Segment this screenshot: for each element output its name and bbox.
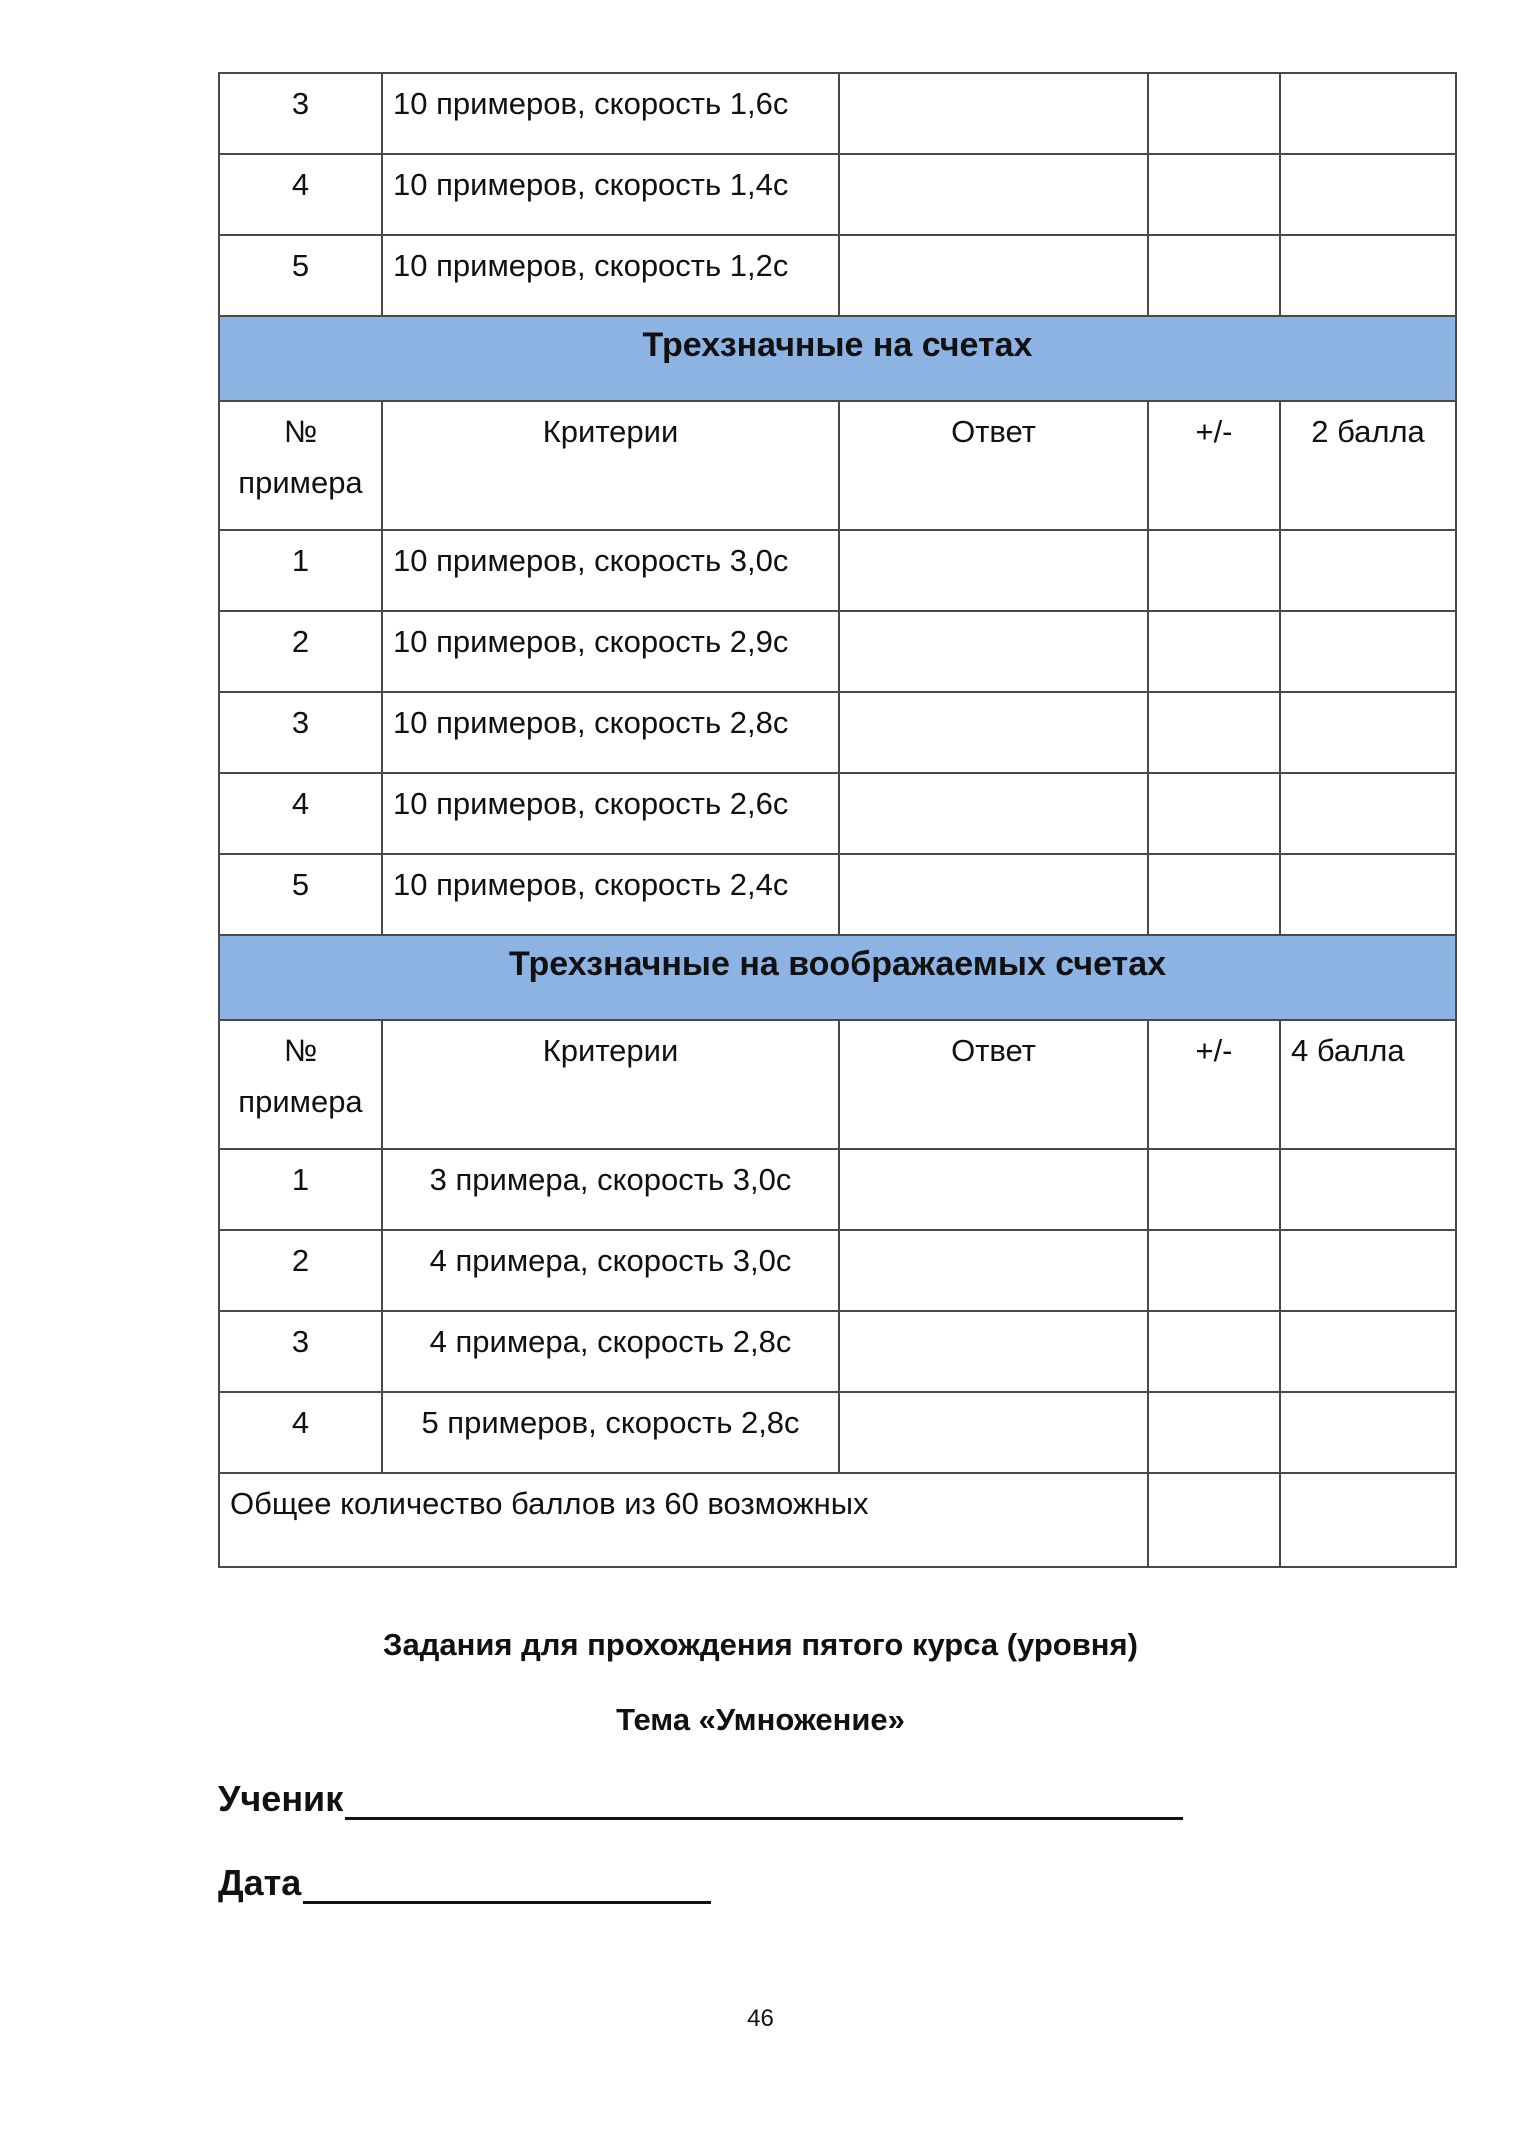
criteria-cell: 4 примера, скорость 3,0с bbox=[382, 1230, 839, 1311]
table-row bbox=[219, 235, 1456, 316]
header-number: № примера bbox=[219, 401, 382, 530]
criteria-cell: 10 примеров, скорость 2,4с bbox=[382, 854, 839, 935]
plusminus-cell bbox=[1148, 1230, 1280, 1311]
header-answer: Ответ bbox=[839, 401, 1148, 530]
date-label: Дата bbox=[218, 1862, 302, 1903]
example-number: 3 bbox=[219, 1311, 382, 1392]
plusminus-cell bbox=[1148, 1149, 1280, 1230]
header-points: 4 балла bbox=[1280, 1020, 1456, 1149]
example-number: 5 bbox=[219, 235, 382, 316]
plusminus-cell bbox=[1148, 530, 1280, 611]
example-number: 1 bbox=[219, 530, 382, 611]
section-title-row bbox=[219, 316, 1456, 401]
answer-cell bbox=[839, 1230, 1148, 1311]
answer-cell bbox=[839, 1149, 1148, 1230]
header-answer: Ответ bbox=[839, 1020, 1148, 1149]
student-label: Ученик bbox=[218, 1778, 344, 1819]
section-title-row bbox=[219, 935, 1456, 1020]
plusminus-cell bbox=[1148, 154, 1280, 235]
table-row bbox=[219, 692, 1456, 773]
total-row bbox=[219, 1473, 1456, 1567]
points-cell bbox=[1280, 1230, 1456, 1311]
table-row bbox=[219, 154, 1456, 235]
topic-heading: Тема «Умножение» bbox=[616, 1702, 905, 1737]
plusminus-cell bbox=[1148, 73, 1280, 154]
table-header-row bbox=[219, 1020, 1456, 1149]
total-label: Общее количество баллов из 60 возможных bbox=[219, 1473, 1148, 1567]
answer-cell bbox=[839, 530, 1148, 611]
student-field bbox=[218, 1778, 1183, 1820]
answer-cell bbox=[839, 73, 1148, 154]
table-header-row bbox=[219, 401, 1456, 530]
total-plusminus-cell bbox=[1148, 1473, 1280, 1567]
answer-cell bbox=[839, 235, 1148, 316]
answer-cell bbox=[839, 773, 1148, 854]
criteria-cell: 10 примеров, скорость 1,6с bbox=[382, 73, 839, 154]
points-cell bbox=[1280, 692, 1456, 773]
table-row bbox=[219, 73, 1456, 154]
student-blank-line bbox=[345, 1783, 1183, 1820]
section-title: Трехзначные на воображаемых счетах bbox=[219, 935, 1456, 1020]
table-row bbox=[219, 1230, 1456, 1311]
points-cell bbox=[1280, 611, 1456, 692]
tasks-heading: Задания для прохождения пятого курса (уровня) bbox=[383, 1627, 1138, 1662]
total-points-cell bbox=[1280, 1473, 1456, 1567]
answer-cell bbox=[839, 1392, 1148, 1473]
criteria-cell: 10 примеров, скорость 1,2с bbox=[382, 235, 839, 316]
criteria-cell: 10 примеров, скорость 2,6с bbox=[382, 773, 839, 854]
example-number: 2 bbox=[219, 1230, 382, 1311]
answer-cell bbox=[839, 692, 1148, 773]
answer-cell bbox=[839, 154, 1148, 235]
table-row bbox=[219, 1149, 1456, 1230]
date-field bbox=[218, 1862, 711, 1904]
header-criteria: Критерии bbox=[382, 401, 839, 530]
table-row bbox=[219, 1392, 1456, 1473]
table-row bbox=[219, 1311, 1456, 1392]
plusminus-cell bbox=[1148, 692, 1280, 773]
plusminus-cell bbox=[1148, 611, 1280, 692]
date-blank-line bbox=[303, 1867, 711, 1904]
points-cell bbox=[1280, 73, 1456, 154]
points-cell bbox=[1280, 1311, 1456, 1392]
criteria-cell: 10 примеров, скорость 1,4с bbox=[382, 154, 839, 235]
example-number: 4 bbox=[219, 1392, 382, 1473]
example-number: 4 bbox=[219, 773, 382, 854]
example-number: 2 bbox=[219, 611, 382, 692]
plusminus-cell bbox=[1148, 773, 1280, 854]
plusminus-cell bbox=[1148, 854, 1280, 935]
header-plusminus: +/- bbox=[1148, 1020, 1280, 1149]
example-number: 3 bbox=[219, 692, 382, 773]
table-row bbox=[219, 611, 1456, 692]
answer-cell bbox=[839, 854, 1148, 935]
points-cell bbox=[1280, 530, 1456, 611]
criteria-cell: 10 примеров, скорость 2,8с bbox=[382, 692, 839, 773]
header-number: № примера bbox=[219, 1020, 382, 1149]
plusminus-cell bbox=[1148, 235, 1280, 316]
answer-cell bbox=[839, 611, 1148, 692]
example-number: 3 bbox=[219, 73, 382, 154]
criteria-cell: 3 примера, скорость 3,0с bbox=[382, 1149, 839, 1230]
points-cell bbox=[1280, 1149, 1456, 1230]
page-number: 46 bbox=[747, 2005, 774, 2032]
table-row bbox=[219, 854, 1456, 935]
criteria-cell: 10 примеров, скорость 3,0с bbox=[382, 530, 839, 611]
points-cell bbox=[1280, 1392, 1456, 1473]
answer-cell bbox=[839, 1311, 1148, 1392]
score-table bbox=[218, 72, 1457, 1568]
example-number: 1 bbox=[219, 1149, 382, 1230]
section-title: Трехзначные на счетах bbox=[219, 316, 1456, 401]
criteria-cell: 10 примеров, скорость 2,9с bbox=[382, 611, 839, 692]
plusminus-cell bbox=[1148, 1392, 1280, 1473]
header-points: 2 балла bbox=[1280, 401, 1456, 530]
table-row bbox=[219, 773, 1456, 854]
header-plusminus: +/- bbox=[1148, 401, 1280, 530]
points-cell bbox=[1280, 154, 1456, 235]
points-cell bbox=[1280, 773, 1456, 854]
header-criteria: Критерии bbox=[382, 1020, 839, 1149]
points-cell bbox=[1280, 854, 1456, 935]
example-number: 4 bbox=[219, 154, 382, 235]
table-row bbox=[219, 530, 1456, 611]
points-cell bbox=[1280, 235, 1456, 316]
criteria-cell: 4 примера, скорость 2,8с bbox=[382, 1311, 839, 1392]
example-number: 5 bbox=[219, 854, 382, 935]
criteria-cell: 5 примеров, скорость 2,8с bbox=[382, 1392, 839, 1473]
plusminus-cell bbox=[1148, 1311, 1280, 1392]
